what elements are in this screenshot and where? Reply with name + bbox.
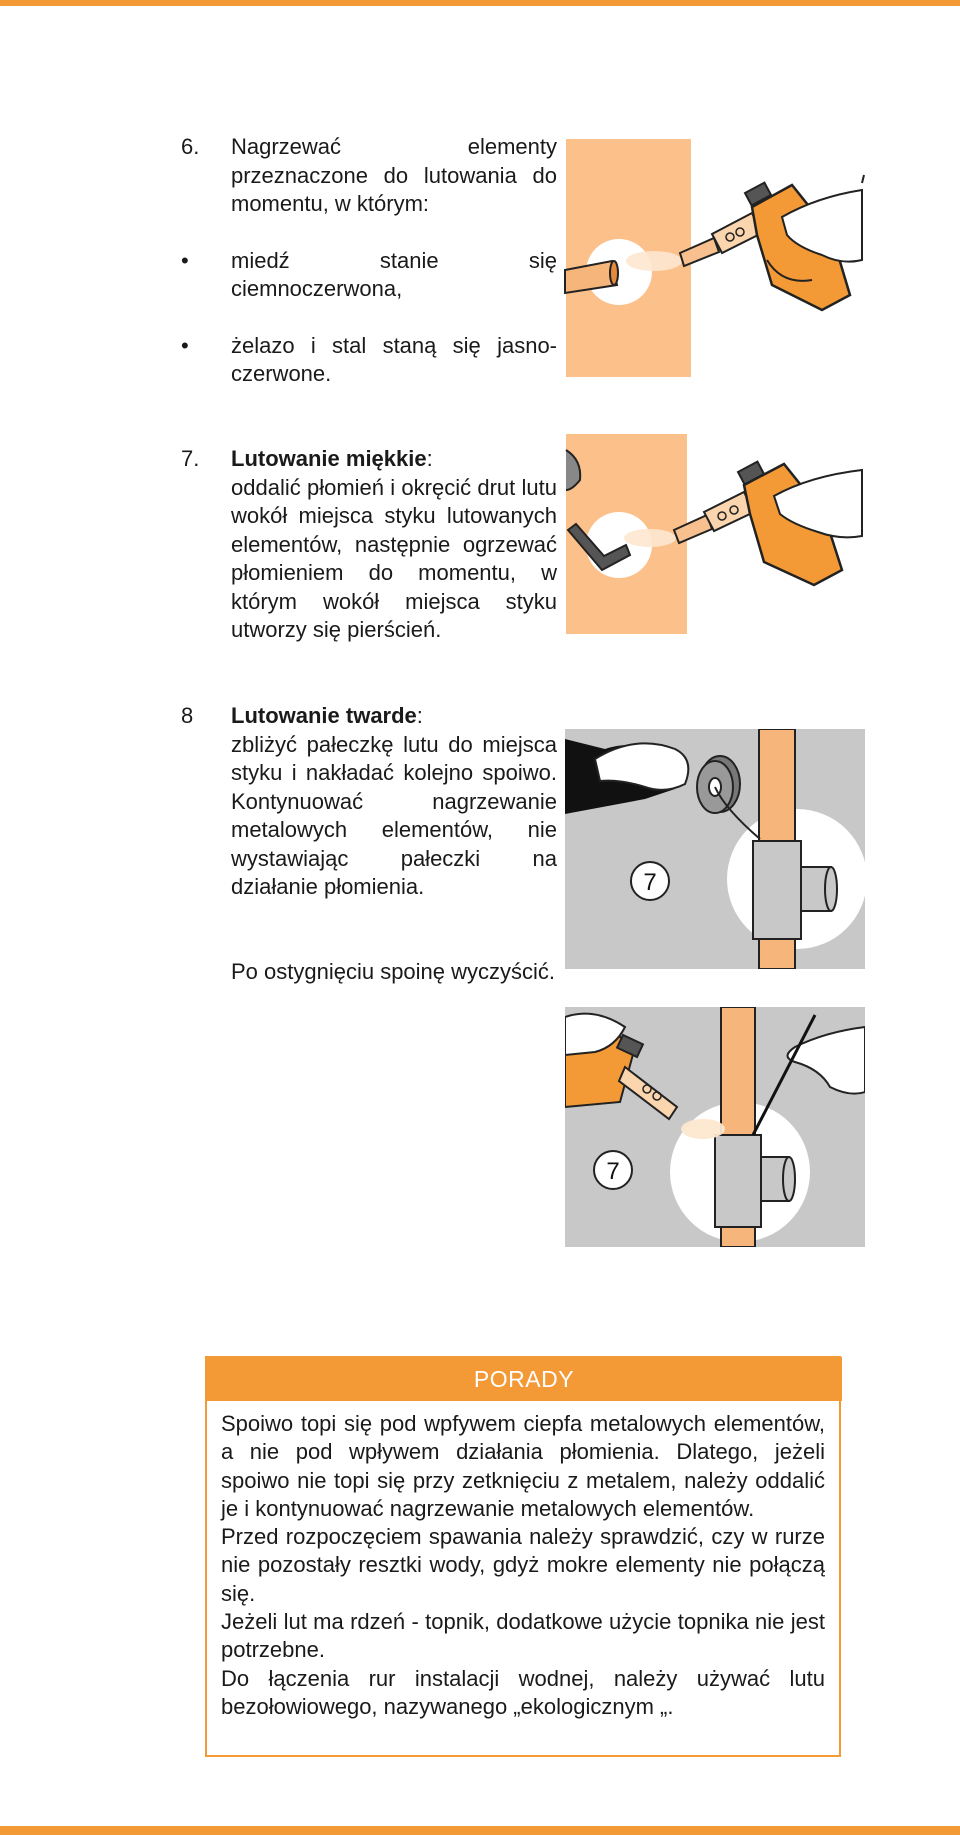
- flame-icon: [626, 251, 682, 271]
- title-colon: :: [426, 446, 433, 471]
- step-8-note: Po ostygnięciu spoinę wyczyścić.: [231, 958, 556, 984]
- tips-body: [221, 1410, 825, 1721]
- tee-fitting: [753, 841, 801, 939]
- figure-hard-soldering-torch: [565, 1007, 865, 1247]
- flame-icon: [681, 1119, 725, 1139]
- figure-heating-pipe: [562, 135, 867, 380]
- step-6-intro: Nagrzewać elementy przeznaczone do lutowania do momentu, w którym:: [231, 134, 557, 216]
- figure-hard-soldering-reel: [565, 729, 865, 969]
- bullet-text: miedź stanie się ciemnoczerwona,: [231, 247, 557, 301]
- tips-paragraph: Jeżeli lut ma rdzeń - topnik, dodatkowe użycie topnika nie jest potrzebne.: [221, 1609, 825, 1663]
- badge-7: 7: [643, 869, 657, 896]
- step-7-title: Lutowanie miękkie: [231, 446, 427, 471]
- tips-heading: PORADY: [206, 1357, 842, 1401]
- tips-box: [205, 1356, 841, 1757]
- step-7-number: 7.: [181, 446, 200, 471]
- step-8: [181, 702, 557, 1022]
- badge-7: 7: [606, 1158, 620, 1185]
- title-colon: :: [416, 703, 423, 728]
- step-6-number: 6.: [181, 134, 200, 159]
- step-6-bullet-1: [181, 247, 557, 304]
- flame-icon: [624, 529, 676, 547]
- tips-paragraph: Spoiwo topi się pod wpfywem ciepfa metalowych elementów, a nie pod wpływem działania płomienia. Dlatego, jeżeli spoiwo nie topi się przy zetknięciu z metalem, należy oddalić je i kontynuować nagrzewanie metalowych elementów.: [221, 1411, 825, 1521]
- bullet-dot: •: [181, 332, 189, 358]
- bullet-text: żelazo i stal staną się jasno-czerwone.: [231, 332, 557, 386]
- step-7: [181, 445, 557, 675]
- top-accent-bar: [0, 0, 960, 6]
- step-6: [181, 133, 557, 393]
- step-8-number: 8: [181, 703, 194, 728]
- step-7-text: oddalić płomień i okręcić drut lutu wokół miejsca styku lutowanych elementów, następnie ogrzewać płomieniem do momentu, w którym wokół miejsca styku utworzy się pierścień.: [231, 474, 557, 642]
- bottom-accent-bar: [0, 1826, 960, 1835]
- figure-soft-soldering: [562, 430, 867, 640]
- step-8-title: Lutowanie twarde: [231, 703, 417, 728]
- tips-paragraph: Przed rozpoczęciem spawania należy sprawdzić, czy w rurze nie pozostały resztki wody, gdyż mokre elementy nie połączą się.: [221, 1524, 825, 1606]
- bullet-dot: •: [181, 247, 189, 273]
- tee-fitting: [715, 1135, 761, 1227]
- step-8-text: zbliżyć pałeczkę lutu do miejsca styku i nakładać kolejno spoiwo. Kontynuować nagrzewanie metalowych elementów, nie wystawiając pałeczki na działanie płomienia.: [231, 731, 557, 899]
- tips-paragraph: Do łączenia rur instalacji wodnej, należy używać lutu bezołowiowego, nazywanego „ekologicznym „.: [221, 1665, 825, 1719]
- step-6-bullet-2: [181, 332, 557, 389]
